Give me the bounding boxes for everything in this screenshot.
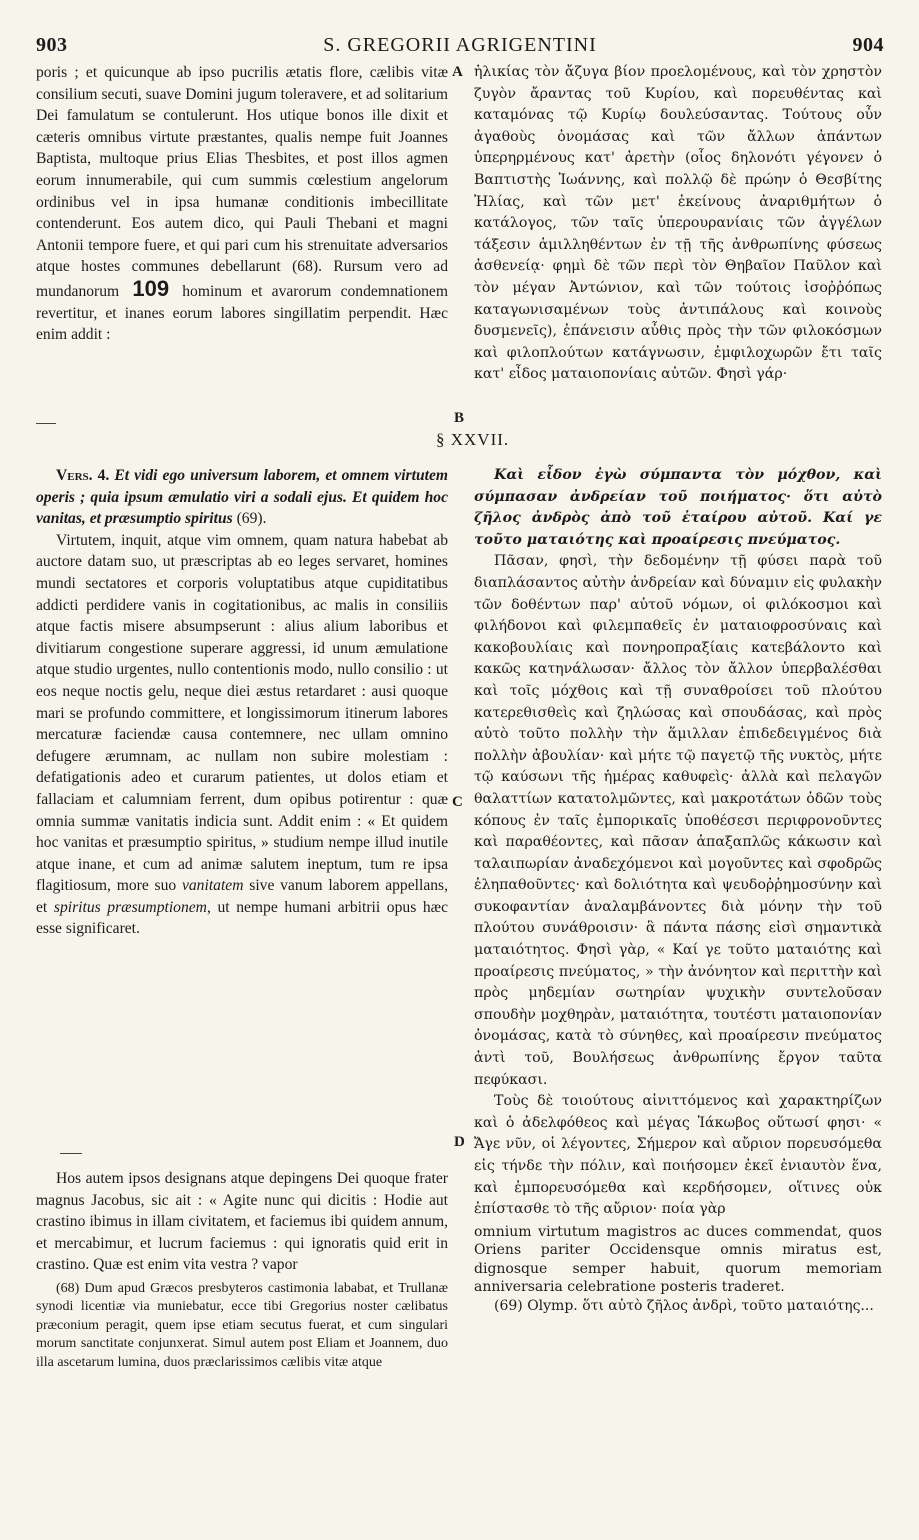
latin-paragraph-3: Hos autem ipsos designans atque depingens Dei quoque frater magnus Jacobus, sic ait : « Agite nunc qui dicitis : Hodie aut crastino ibimus in illam civitatem, et faciemus ibi quidem annum, et mercabimur, et lucrum faciemus : qui ignoratis quid erit in crastino. Quæ est enim vita vestra ? vapor xyxy=(36,1170,448,1274)
latin-text-2-end: , ut nempe humani arbitrii opus hæc esse significaret. xyxy=(36,898,448,938)
latin-column-bottom xyxy=(36,465,448,940)
latin-text-2: Virtutem, inquit, atque vim omnem, quam natura habebat ab auctore datam suo, ut præscriptas ab eo leges servaret, homines mundi sectatores et corporis voluptatibus atque cupiditatibus addicti perdidere vanis in cogitationibus, ac malis in consiliis atque factis misere absumpserunt : alius alium laboribus et divitiarum congestione superare aggressi, id unum æmulatione atque studio urgentes, nullo contentionis modo, nullo consilio : ut eos neque noctis gelu, neque diei æstus retardaret : ausi quoque mari se profundo committere, et longissimorum itinerum labores mercaturæ faciendæ causa contemnere, nec ullam omnino defugere ærumnam, ac nullam non subire molestiam : defatigationis adeo et curarum patientes, ut dolos etiam et fallaciam et calumniam ferrent, dum opibus potirentur : quæ omnia summæ vanitatis indicia sunt. Addit enim : « Et quidem hoc vanitas et præsumptio spiritus, » studium nempe illud inutile atque inane, et cum ad animæ salutem ineptum, tum re ipsa flagitiosum, more suo xyxy=(36,531,448,895)
footnote-68: (68) Dum apud Græcos presbyteros castimonia lababat, et Trullanæ synodi licentiæ via muniebatur, ecce tibi Gregorius noster cælibatus præconium peragit, quem ipse etiam secutus fuerat, et cum singulari morum sanctitate conjunxerat. Simul autem post Eliam et Joannem, duo illa ascetarum lumina, duos præclarissimos cælibis vitæ atque xyxy=(36,1280,448,1370)
latin-text-2-italic-2: spiritus præsumptionem xyxy=(53,898,207,916)
page-number-left: 903 xyxy=(36,34,68,56)
greek-column-top xyxy=(474,62,882,386)
footnote-69: (69) Olymp. ὅτι αὐτὸ ζῆλος ἀνδρὶ, τοῦτο ματαιότης... xyxy=(494,1297,874,1314)
margin-letter-b: B xyxy=(454,410,465,426)
latin-text-1a: poris ; et quicunque ab ipso pucrilis ætatis flore, cælibis vitæ consilium secuti, suave Domini jugum toleravere, et ad solitarium Dei famulatum se contulerunt. Hos utique bonos ille dixit et cæteris omnibus virtute præstantes, qualis nempe fuit Joannes Baptista, multoque prius Elias Thesbites, et post illos agmen eorum innumerabile, qui cum summis cœlestium angelorum ordinibus vel in ipsa humanæ conditionis imbecillitate contenderunt. Eos autem dico, qui Pauli Thebani et magni Antonii tempore fuere, et qui pari cum his strenuitate adversarios atque hostes communes debellarunt (68). Rursum vero ad mundanorum xyxy=(36,64,448,300)
verse-latin-tail: (69). xyxy=(236,510,267,528)
latin-column-final xyxy=(36,1168,448,1372)
margin-letter-a: A xyxy=(452,64,463,80)
verse-greek: Καὶ εἶδον ἐγὼ σύμπαντα τὸν μόχθον, καὶ σύμπασαν ἀνδρείαν τοῦ ποιήματος· ὅτι αὐτὸ ζῆλος ἀνδρὸς ἀπὸ τοῦ ἑταίρου αὐτοῦ. Καί γε τοῦτο ματαιότης καὶ προαίρεσις πνεύματος. xyxy=(474,467,882,548)
page-number-right: 904 xyxy=(852,34,884,56)
divider-short xyxy=(36,423,56,424)
latin-text-2-italic-1: vanitatem xyxy=(181,877,244,895)
section-heading: § XXVII. xyxy=(436,430,510,449)
margin-letter-c: C xyxy=(452,794,463,810)
latin-text-2-mid: sive vanum laborem appellans, et xyxy=(36,877,449,916)
margin-letter-d: D xyxy=(454,1134,465,1150)
greek-column-bottom xyxy=(474,465,882,1315)
divider-short-2 xyxy=(60,1153,82,1154)
latin-text-1b: hominum et avarorum condemnationem revertitur, et inanes eorum labores singillatim perpendit. Hæc enim addit : xyxy=(36,282,448,344)
latin-paragraph-1 xyxy=(36,62,448,346)
greek-paragraph-1: ἡλικίας τὸν ἄζυγα βίον προελομένους, καὶ τὸν χρηστὸν ζυγὸν ἄραντας τοῦ Κυρίου, καὶ πορευθέντας καὶ καταμόνας τῷ Κυρίῳ δουλεύσαντας. Τούτους οὖν ἀγαθοὺς ὀνομάσας καὶ τῶν ἄλλων ἁπάντων ὑπερηρμένους κατ' ἀρετὴν (οἷος δηλονότι γέγονεν ὁ Βαπτιστὴς Ἰωάννης, καὶ πολλῷ δὲ πρώην ὁ Θεσβίτης Ἠλίας, καὶ τῶν μετ' ἐκείνους ἀναριθμήτων ὁ κατάλογος, τῶν ταῖς ὑπερουρανίαις τῶν ἀγγέλων τάξεσιν ἁμιλληθέντων ἐν τῇ τῆς ἀνθρωπίνης φύσεως ἀσθενείᾳ· φημὶ δὲ τῶν περὶ τὸν Θηβαῖον Παῦλον καὶ τὸν μέγαν Ἀντώνιον, καὶ τῶν τούτοις ἰσοῤῥόπως καταγωνισαμένων τοὺς ἀντιπάλους καὶ κοινοὺς δυσμενεῖς), ἐπάνεισιν αὖθις πρὸς τὴν τῶν φιλοκόσμων καὶ φιλοπλούτων κατάγνωσιν, ἐμφιλοχωρῶν ἔτι ταῖς κατ' εἶδος ματαιοπονίαις αὐτῶν. Φησὶ γάρ· xyxy=(474,64,882,383)
running-title: S. GREGORII AGRIGENTINI xyxy=(323,34,597,56)
verse-latin-text: Et vidi ego universum laborem, et omnem virtutem operis ; quia ipsum æmulatio viri a sodali ejus. Et quidem hoc vanitas, et præsumptio spiritus xyxy=(36,467,449,528)
greek-paragraph-3: Τοὺς δὲ τοιούτους αἰνιττόμενος καὶ χαρακτηρίζων καὶ ὁ ἀδελφόθεος καὶ μέγας Ἰάκωβος οὕτωσί φησι· « Ἄγε νῦν, οἱ λέγοντες, Σήμερον καὶ αὔριον πορευσόμεθα εἰς τήνδε τὴν πόλιν, καὶ ποιήσομεν ἐκεῖ ἐνιαυτὸν ἕνα, καὶ ἐμπορευσόμεθα καὶ κερδήσομεν, οἵτινες οὐκ ἐπίστασθε τὸ τῆς αὔριον· ποία γὰρ xyxy=(474,1093,882,1218)
latin-column-top xyxy=(36,62,448,346)
verse-latin xyxy=(36,465,448,530)
latin-paragraph-2 xyxy=(36,530,448,940)
verse-label: Vers. 4. xyxy=(56,467,110,484)
column-number: 109 xyxy=(132,275,170,301)
footnote-68-continued: omnium virtutum magistros ac duces commendat, quos Oriens pariter Occidensque omnis miratus est, dignosque semper habuit, quorum memoriam anniversaria celebratione posteris traderet. xyxy=(474,1223,882,1296)
greek-paragraph-2: Πᾶσαν, φησὶ, τὴν δεδομένην τῇ φύσει παρὰ τοῦ διαπλάσαντος αὐτὴν ἀνδρείαν καὶ δύναμιν εἰς φυλακὴν τῶν δοθέντων παρ' αὐτοῦ νόμων, οἱ φιλόκοσμοι καὶ φιλήδονοι καὶ φιλεμπαθεῖς ἐν ματαιοφροσύναις καὶ κακοβουλίαις καὶ πονηροπραξίαις κατεβάλοντο καὶ κακῶς κατηνάλωσαν· ἄλλος τὸν ἄλλον ὑπερβαλέσθαι καὶ τοῖς μόχθοις καὶ τῇ συναθροίσει τοῦ πλούτου κατερεθισθεὶς καὶ ζηλώσας καὶ σπουδάσας, καὶ πρὸς αὐτὸ τοῦτο πολλὴν τὴν ἅμιλλαν ἐπιδεδειγμένος διὰ πολλὴν ἀβουλίαν· καὶ μήτε τῷ παγετῷ τῆς νυκτὸς, μήτε τῷ καύσωνι τῆς ἡμέρας καθυφεὶς· ἀλλὰ καὶ πελαγῶν θαλαττίων κατατολμῶντες, καὶ μακροτάτων ὁδῶν τοὺς κόπους ἐν ταῖς ἐμπορικαῖς ὑποθέσεσι περιφρονοῦντες καὶ παραθέοντες, καὶ πᾶσαν ἁπαξαπλῶς κάκωσιν καὶ ταλαιπωρίαν ἀναδεχόμενοι καὶ μογοῦντες καὶ σφοδρῶς ἐληπαθοῦντες· καὶ δολιότητα καὶ ψευδοῤῥημοσύνην καὶ συκοφαντίαν ἀναλαμβάνοντες διὰ μόνην τὴν τοῦ πλούτου συνάθροισιν· ἃ πάντα πάσης εἰσὶ σημαντικὰ ματαιότητος. Φησὶ γὰρ, « Καί γε τοῦτο ματαιότης καὶ προαίρεσις πνεύματος, » τὴν ἀνόνητον καὶ περιττὴν καὶ πρὸς μηδεμίαν σωτηρίαν ψυχικὴν συντελοῦσαν σπουδὴν μοχθηρὰν, ματαιότητα, τουτέστι ματαιοπονίαν ὀνομάσας, κατὰ τὸ σύνηθες, καὶ προαίρεσιν πνεύματος ἀντὶ τοῦ, Βουλήσεως ἀνθρωπίνης ἔργον ταῦτα πεφύκασι. xyxy=(474,553,882,1088)
running-header xyxy=(36,34,884,60)
